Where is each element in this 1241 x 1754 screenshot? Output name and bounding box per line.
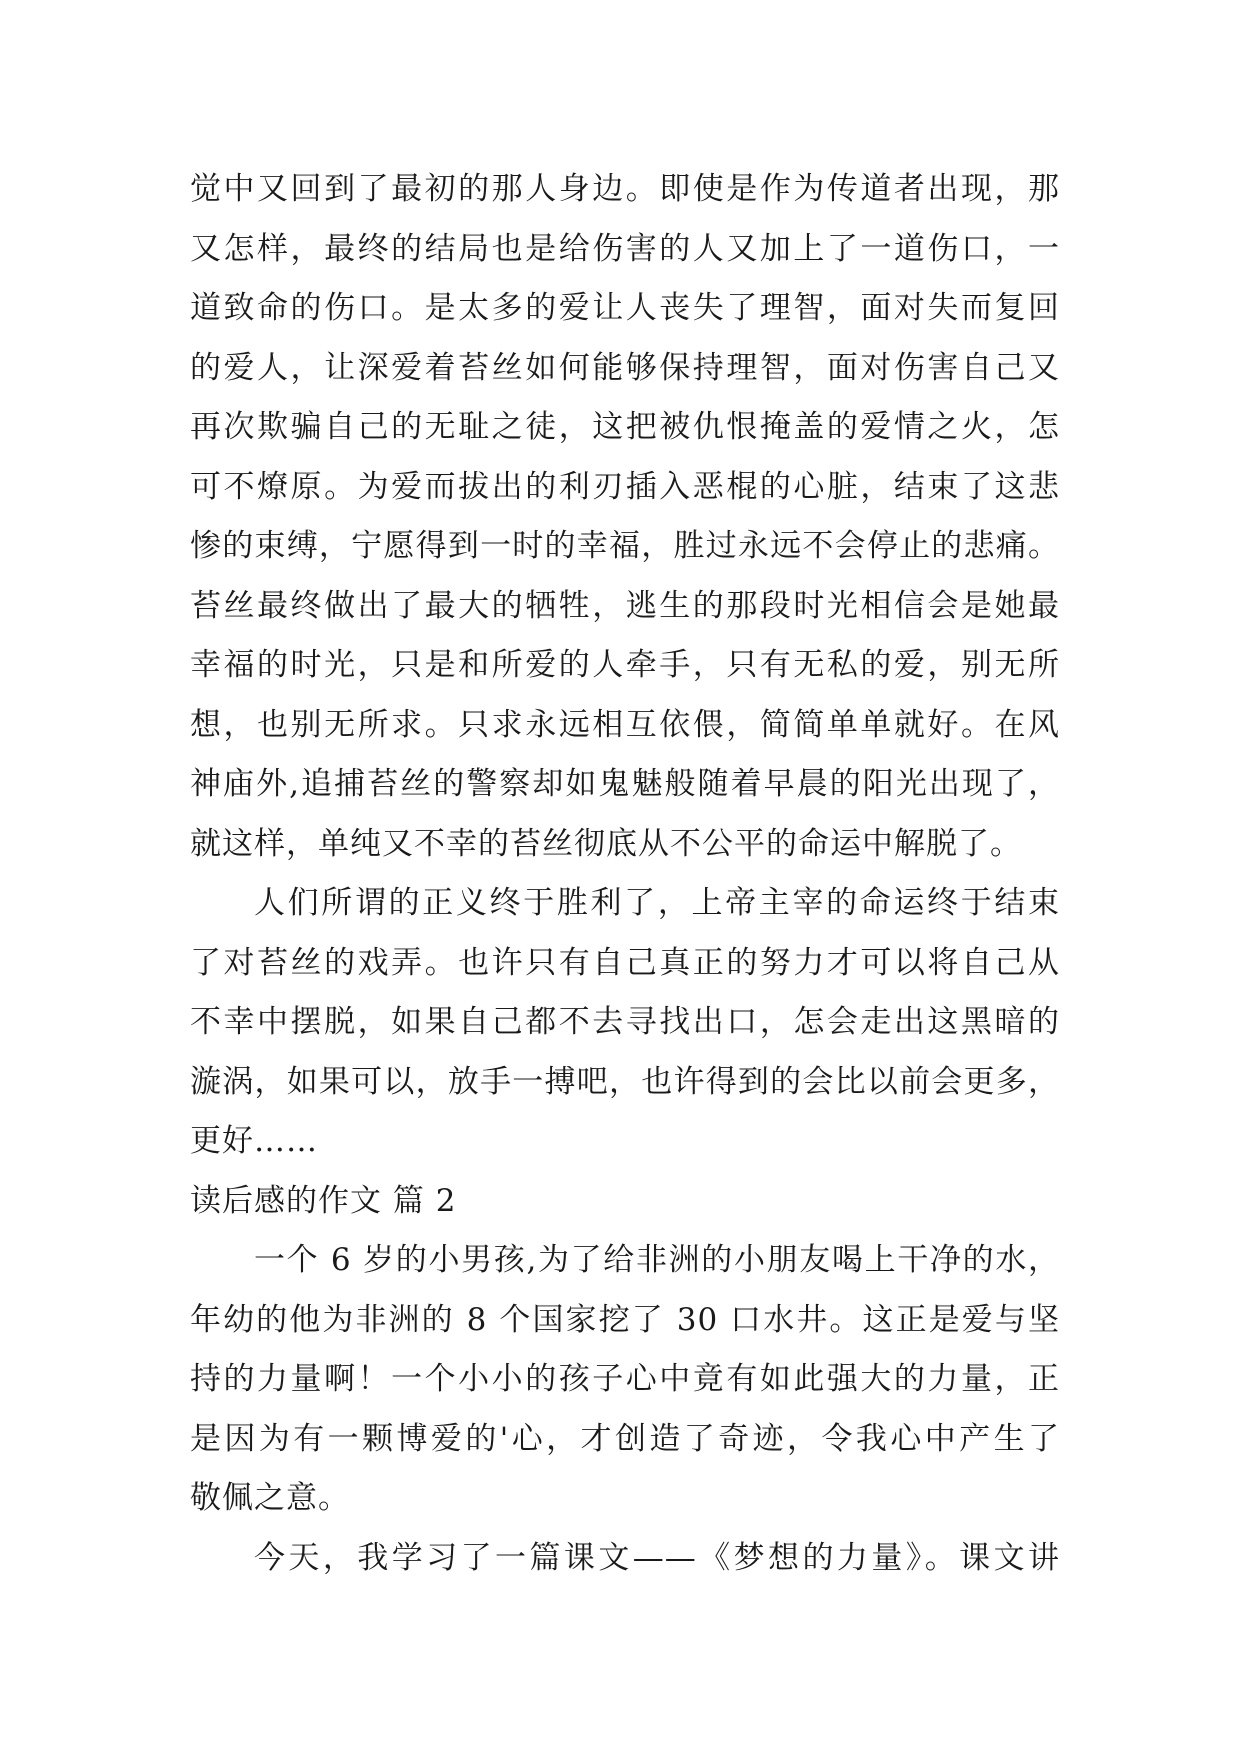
text-line: 是因为有一颗博爱的'心，才创造了奇迹，令我心中产生了 bbox=[190, 1420, 1060, 1457]
text-line: 漩涡，如果可以，放手一搏吧，也许得到的会比以前会更多， bbox=[190, 1063, 1060, 1100]
text-line: 幸福的时光，只是和所爱的人牵手，只有无私的爱，别无所 bbox=[190, 647, 1060, 683]
text-line: 想，也别无所求。只求永远相互依偎，简简单单就好。在风 bbox=[190, 706, 1060, 743]
text-line: 人们所谓的正义终于胜利了，上帝主宰的命运终于结束 bbox=[254, 885, 1060, 921]
text-line: 敬佩之意。 bbox=[190, 1480, 350, 1516]
text-line: 道致命的伤口。是太多的爱让人丧失了理智，面对失而复回 bbox=[190, 290, 1060, 326]
document-body bbox=[190, 160, 1060, 1588]
text-line: 了对苔丝的戏弄。也许只有自己真正的努力才可以将自己从 bbox=[190, 944, 1060, 981]
text-line: 神庙外,追捕苔丝的警察却如鬼魅般随着早晨的阳光出现了， bbox=[190, 766, 1060, 802]
text-line: 就这样，单纯又不幸的苔丝彻底从不公平的命运中解脱了。 bbox=[190, 825, 1022, 862]
section-heading: 读后感的作文 篇 2 bbox=[190, 1182, 457, 1219]
text-line: 可不燎原。为爱而拔出的利刃插入恶棍的心脏，结束了这悲 bbox=[190, 468, 1060, 505]
text-line: 又怎样，最终的结局也是给伤害的人又加上了一道伤口，一 bbox=[190, 230, 1060, 267]
text-line: 不幸中摆脱，如果自己都不去寻找出口，怎会走出这黑暗的 bbox=[190, 1004, 1060, 1040]
text-line: 今天，我学习了一篇课文——《梦想的力量》。课文讲 bbox=[254, 1539, 1060, 1576]
text-line: 苔丝最终做出了最大的牺牲，逃生的那段时光相信会是她最 bbox=[190, 587, 1060, 624]
text-line: 一个 6 岁的小男孩,为了给非洲的小朋友喝上干净的水， bbox=[254, 1242, 1060, 1278]
text-line: 更好…… bbox=[190, 1123, 318, 1159]
text-line: 年幼的他为非洲的 8 个国家挖了 30 口水井。这正是爱与坚 bbox=[190, 1301, 1060, 1338]
text-line: 再次欺骗自己的无耻之徒，这把被仇恨掩盖的爱情之火，怎 bbox=[190, 409, 1060, 445]
text-line: 觉中又回到了最初的那人身边。即使是作为传道者出现，那 bbox=[190, 171, 1060, 207]
text-line: 惨的束缚，宁愿得到一时的幸福，胜过永远不会停止的悲痛。 bbox=[190, 528, 1060, 564]
text-line: 的爱人，让深爱着苔丝如何能够保持理智，面对伤害自己又 bbox=[190, 349, 1060, 386]
text-line: 持的力量啊！一个小小的孩子心中竟有如此强大的力量，正 bbox=[190, 1361, 1060, 1397]
